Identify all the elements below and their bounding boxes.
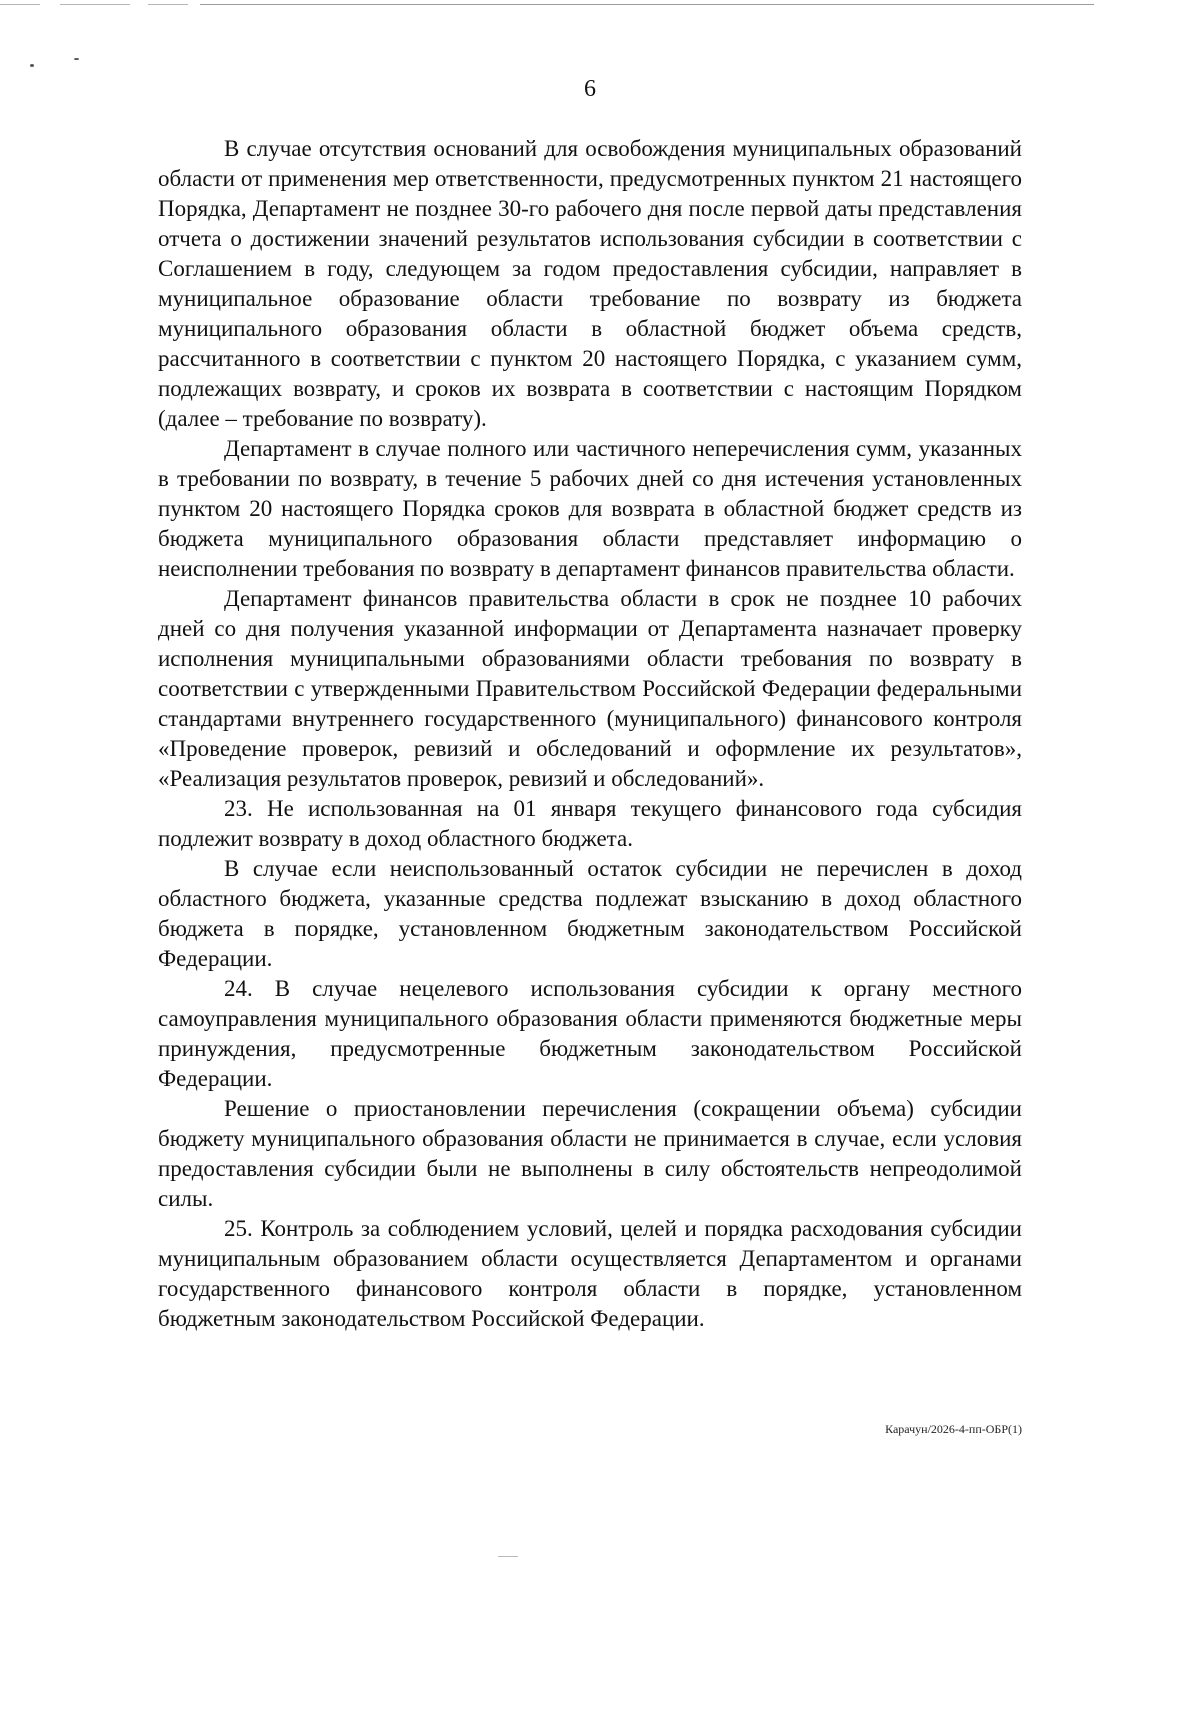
paragraph: Решение о приостановлении перечисления (сокращении объема) субсидии бюджету муниципального образования области не принимается в случае, если условия предоставления субсидии были не выполнены в силу обстоятельств непреодолимой силы. [158, 1096, 1022, 1211]
scan-artifact-line [498, 1556, 518, 1557]
scan-speck [30, 64, 34, 67]
paragraph: В случае отсутствия оснований для освобождения муниципальных образований области от применения мер ответственности, предусмотренных пунктом 21 настоящего Порядка, Департамент не позднее 30-го рабочего дня после первой даты представления отчета о достижении значений результатов использования субсидии в соответствии с Соглашением в году, следующем за годом предоставления субсидии, направляет в муниципальное образование области требование по возврату из бюджета муниципального образования области в областной бюджет объема средств, рассчитанного в соответствии с пунктом 20 настоящего Порядка, с указанием сумм, подлежащих возврату, и сроков их возврата в соответствии с настоящим Порядком (далее – требование по возврату). [158, 136, 1022, 431]
scan-artifact-line [148, 4, 188, 5]
paragraph-clause-24: 24. В случае нецелевого использования субсидии к органу местного самоуправления муниципального образования области применяются бюджетные меры принуждения, предусмотренные бюджетным законодательством Российской Федерации. [158, 976, 1022, 1091]
document-reference-code: Карачун/2026-4-пп-ОБР(1) [885, 1422, 1022, 1436]
paragraph-clause-25: 25. Контроль за соблюдением условий, целей и порядка расходования субсидии муниципальным образованием области осуществляется Департаментом и органами государственного финансового контроля области в порядке, установленном бюджетным законодательством Российской Федерации. [158, 1216, 1022, 1331]
paragraph: Департамент в случае полного или частичного неперечисления сумм, указанных в требовании по возврату, в течение 5 рабочих дней со дня истечения установленных пунктом 20 настоящего Порядка сроков для возврата в областной бюджет средств из бюджета муниципального образования области представляет информацию о неисполнении требования по возврату в департамент финансов правительства области. [158, 436, 1022, 581]
scan-artifact-line [200, 4, 1094, 5]
scan-artifact-line [0, 4, 40, 5]
paragraph: Департамент финансов правительства области в срок не позднее 10 рабочих дней со дня получения указанной информации от Департамента назначает проверку исполнения муниципальными образованиями области требования по возврату в соответствии с утвержденными Правительством Российской Федерации федеральными стандартами внутреннего государственного (муниципального) финансового контроля «Проведение проверок, ревизий и обследований и оформление их результатов», «Реализация результатов проверок, ревизий и обследований». [158, 586, 1022, 791]
page-number: 6 [584, 76, 596, 102]
scan-speck [74, 58, 79, 60]
document-body [158, 134, 1022, 1334]
scan-artifact-line [60, 4, 130, 5]
paragraph-clause-23: 23. Не использованная на 01 января текущего финансового года субсидия подлежит возврату в доход областного бюджета. [158, 796, 1022, 851]
paragraph: В случае если неиспользованный остаток субсидии не перечислен в доход областного бюджета, указанные средства подлежат взысканию в доход областного бюджета в порядке, установленном бюджетным законодательством Российской Федерации. [158, 856, 1022, 971]
